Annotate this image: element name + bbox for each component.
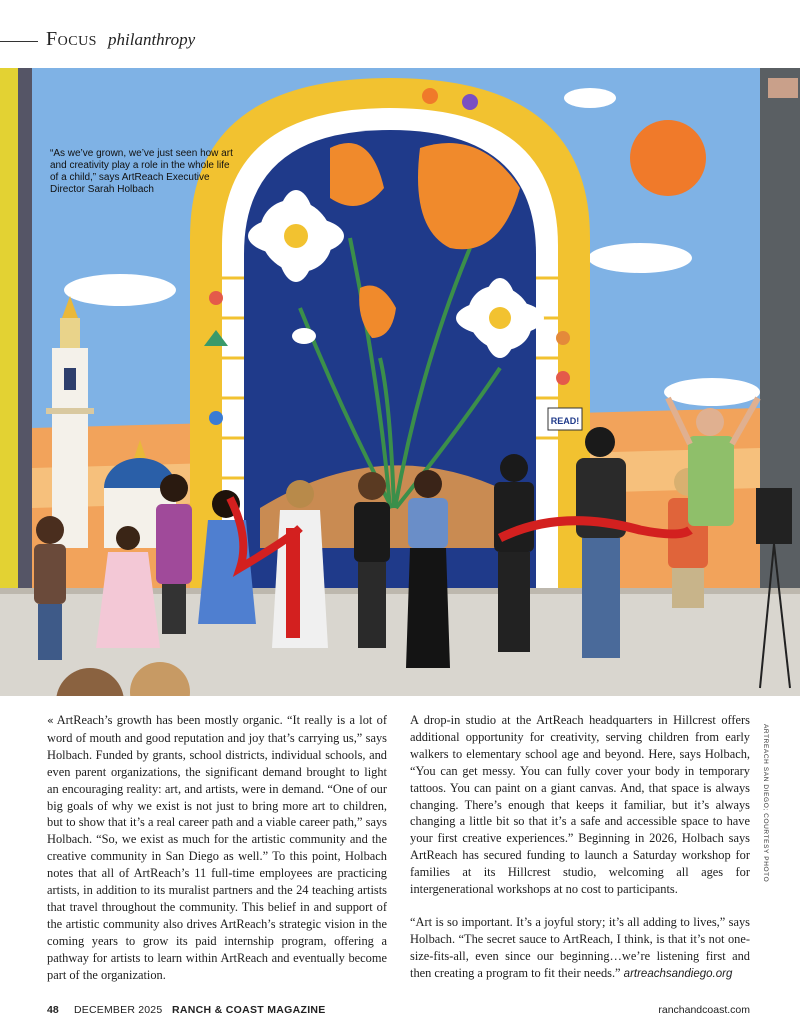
article-paragraph — [410, 914, 750, 983]
photo-credit: ARTREACH SAN DIEGO; COURTESY PHOTO — [762, 724, 769, 883]
magazine-name: RANCH & COAST MAGAZINE — [172, 1004, 326, 1016]
article-paragraph: A drop-in studio at the ArtReach headquarters in Hillcrest offers additional opportunity for creativity, serving children from early walkers to elementary school age and beyond. Here, says Holbach, “You can get messy. You can fully cover your body in temporary tattoos. You can paint on a giant canvas. And, that space is always changing. There’s enough that keeps it familiar, but it’s always changing a little bit so that it’s a safe and accessible space to have your first creative experiences.” Beginning in 2026, Holbach says ArtReach has secured funding to launch a Saturday workshop for families at its Hillcrest studio, welcoming all ages for intergenerational workshops at no cost to participants. — [410, 713, 750, 897]
paragraph-text: ArtReach’s growth has been mostly organic. “It really is a lot of word of mouth and good reputation and joy that’s carrying us,” says Holbach. Funded by grants, school districts, individual schools, and even parent organizations, the significant demand brought to light an encouraging reality: art, and artists, were in demand. “One of our big goals of why we exist is not just to bring more art to children, but to show that it’s a real career path and a viable career path,” says Holbach. “So, we exist as much for the artistic community and the creative community in San Diego as well.” To this point, Holbach notes that all of ArtReach’s 11 full-time employees are practicing artists, in addition to its muralist partners and the 24 teaching artists that travel throughout the community. This belief in and support of the artistic community also drives ArtReach’s strategic vision in the coming years to grow its paid internship program, offering a pathway for artists to learn within ArtReach and eventually become part of the organization. — [47, 713, 387, 982]
page-footer — [0, 1004, 800, 1024]
section-header — [0, 28, 400, 54]
article-paragraph — [47, 712, 387, 984]
paragraph-text: “Art is so important. It’s a joyful story; it’s all adding to lives,” says Holbach. “The secret sauce to ArtReach, I think, is that it’s not one-size-fits-all, even since our beginning…we’re listening first and then creating a program to fit their needs.” — [410, 914, 750, 980]
header-rule — [0, 41, 38, 42]
feature-photo — [0, 68, 800, 696]
mural-sign-text: READ! — [550, 416, 580, 426]
page-number: 48 — [47, 1004, 59, 1016]
section-topic: philanthropy — [108, 30, 196, 49]
section-name: Focus — [46, 28, 97, 50]
article-column-right — [410, 712, 750, 983]
continued-mark: « — [47, 714, 54, 727]
issue-date: DECEMBER 2025 — [74, 1004, 163, 1016]
footer-website[interactable]: ranchandcoast.com — [658, 1004, 750, 1016]
article-column-left — [47, 712, 387, 984]
photo-caption: “As we’ve grown, we’ve just seen how art and creativity play a role in the whole life of a child,” says ArtReach Executive Director Sarah Holbach — [50, 148, 233, 195]
website-link[interactable]: artreachsandiego.org — [623, 967, 733, 980]
